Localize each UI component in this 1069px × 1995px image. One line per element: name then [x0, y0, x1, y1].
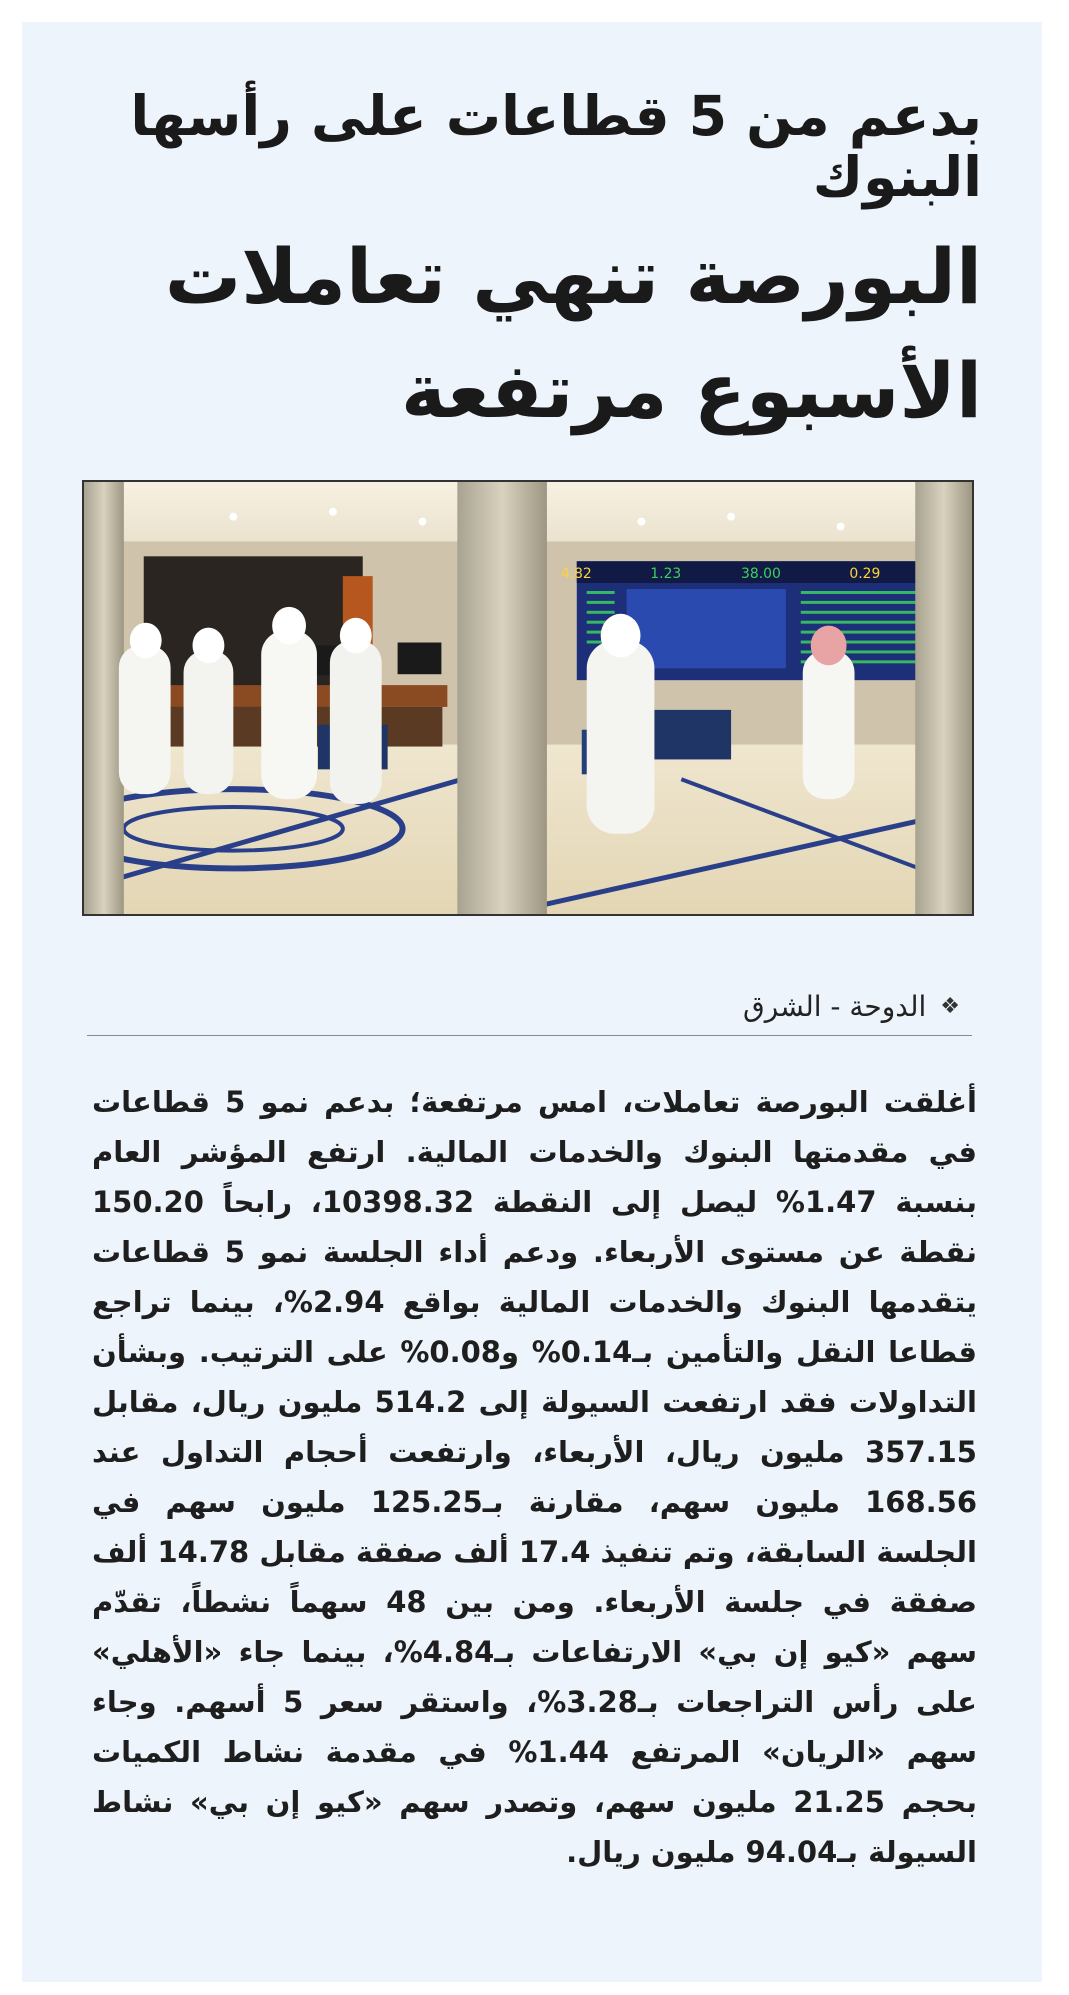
ticker-value: 0.29	[849, 566, 881, 583]
article-headline: البورصة تنهي تعاملات الأسبوع مرتفعة	[164, 232, 982, 435]
diamond-bullet-icon: ❖	[940, 994, 960, 1019]
ticker-value: 1.23	[650, 566, 682, 583]
article-card	[22, 22, 1042, 1982]
ticker-value: 4.82	[560, 566, 592, 583]
article-photo	[82, 480, 974, 916]
article-body: أغلقت البورصة تعاملات، امس مرتفعة؛ بدعم نمو 5 قطاعات في مقدمتها البنوك والخدمات المالية. ارتفع المؤشر العام بنسبة 1.47% ليصل إلى النقطة 10398.32، رابحاً 150.20 نقطة عن مستوى الأربعاء. ودعم أداء الجلسة نمو 5 قطاعات يتقدمها البنوك والخدمات المالية بواقع 2.94%، بينما تراجع قطاعا النقل والتأمين بـ0.14% و0.08% على الترتيب. وبشأن التداولات فقد ارتفعت السيولة إلى 514.2 مليون ريال، مقابل 357.15 مليون ريال، الأربعاء، وارتفعت أحجام التداول عند 168.56 مليون سهم، مقارنة بـ125.25 مليون سهم في الجلسة السابقة، وتم تنفيذ 17.4 ألف صفقة مقابل 14.78 ألف صفقة في جلسة الأربعاء. ومن بين 48 سهماً نشطاً، تقدّم سهم «كيو إن بي» الارتفاعات بـ4.84%، بينما جاء «الأهلي» على رأس التراجعات بـ3.28%، واستقر سعر 5 أسهم. وجاء سهم «الريان» المرتفع 1.44% في مقدمة نشاط الكميات بحجم 21.25 مليون سهم، وتصدر سهم «كيو إن بي» نشاط السيولة بـ94.04 مليون ريال.	[92, 1085, 978, 1869]
ticker-value: 38.00	[740, 566, 781, 583]
divider	[87, 1035, 972, 1036]
article-dateline	[743, 990, 960, 1023]
dateline-text: الدوحة - الشرق	[743, 990, 927, 1023]
article-kicker: بدعم من 5 قطاعات على رأسها البنوك	[130, 84, 982, 209]
